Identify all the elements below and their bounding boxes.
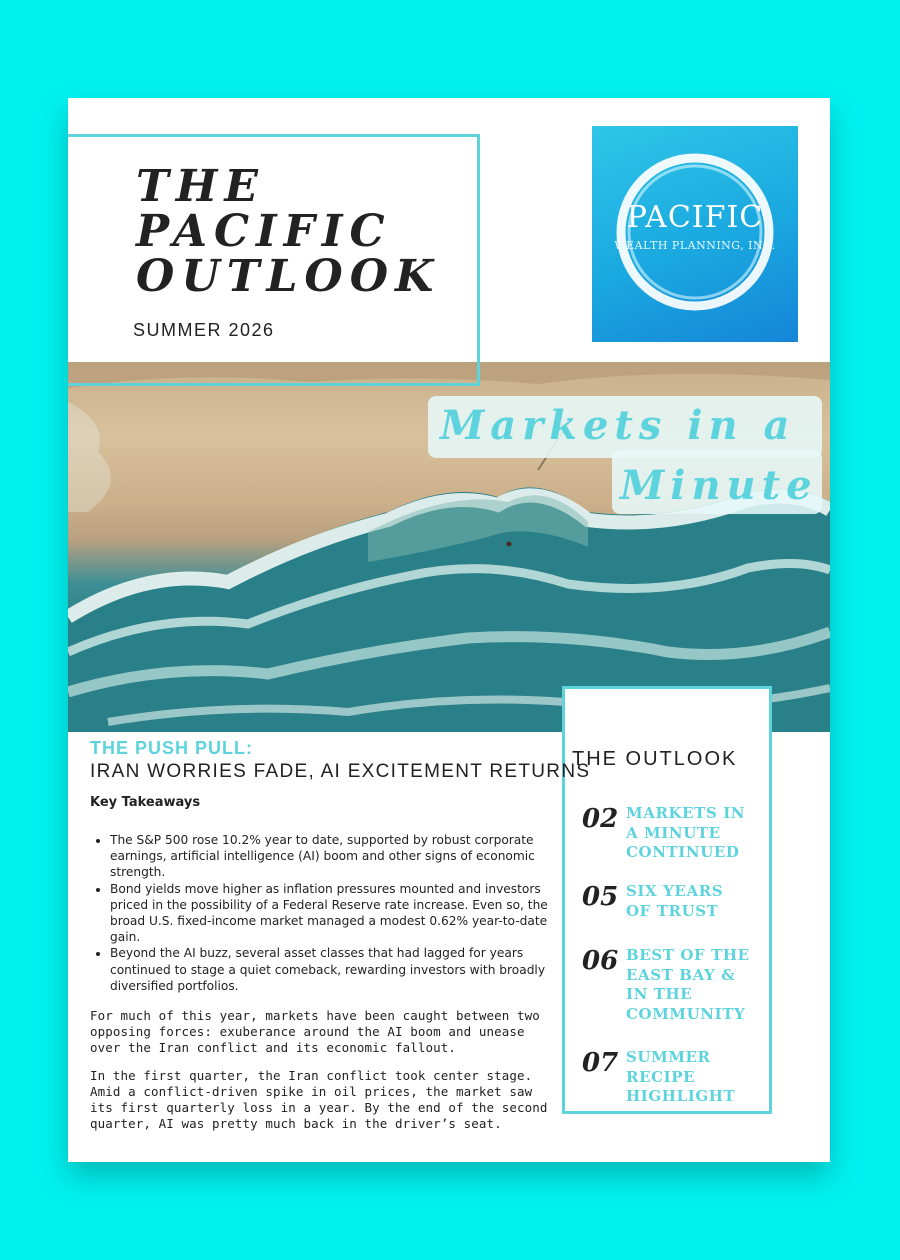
article-headline: IRAN WORRIES FADE, AI EXCITEMENT RETURNS: [90, 761, 591, 782]
title-line-2: PACIFIC: [136, 206, 392, 257]
outlook-heading: THE OUTLOOK: [572, 748, 738, 770]
title-line-1: THE: [136, 161, 265, 212]
logo-subtitle: WEALTH PLANNING, INC.: [614, 239, 776, 252]
article-kicker: THE PUSH PULL:: [90, 738, 254, 758]
list-item: • The S&P 500 rose 10.2% year to date, supported by robust corporate earnings, artificial intelligence (AI) boom and other signs of economic strength.: [110, 832, 570, 881]
title-line-3: OUTLOOK: [136, 251, 441, 302]
toc-page-number: 07: [582, 1048, 619, 1078]
toc-page-number: 02: [582, 804, 619, 834]
toc-label: SUMMER RECIPE HIGHLIGHT: [626, 1048, 736, 1105]
issue-date: SUMMER 2026: [133, 320, 275, 340]
toc-page-number: 06: [582, 946, 619, 976]
section-banner-line-2: Minute: [620, 462, 818, 509]
company-logo: [592, 126, 798, 342]
newsletter-title: [136, 161, 441, 302]
toc-label: SIX YEARS OF TRUST: [626, 882, 724, 920]
article-paragraph: For much of this year, markets have been caught between two opposing forces: exuberance around the AI boom and unease over the Iran conflict and its economic fallout.: [90, 1008, 540, 1055]
key-takeaways-heading: Key Takeaways: [90, 795, 201, 810]
toc-label: MARKETS IN A MINUTE CONTINUED: [626, 804, 746, 861]
toc-label: BEST OF THE EAST BAY & IN THE COMMUNITY: [626, 946, 750, 1023]
section-banner-line-1: Markets in a: [440, 402, 796, 449]
list-item: • Bond yields move higher as inflation pressures mounted and investors priced in the possibility of a Federal Reserve rate increase. Even so, the broad U.S. fixed-income market managed a modest 0.62% year-to-date gain.: [110, 881, 570, 946]
takeaways-list: [90, 832, 570, 994]
toc-page-number: 05: [582, 882, 619, 912]
article-paragraph: In the first quarter, the Iran conflict took center stage. Amid a conflict-driven spike in oil prices, the market saw its first quarterly loss in a year. By the end of the second quarter, AI was pretty much back in the driver’s seat.: [90, 1068, 548, 1131]
newsletter-page: [68, 98, 830, 1162]
list-item: • Beyond the AI buzz, several asset classes that had lagged for years continued to stage a quiet comeback, rewarding investors with broadly diversified portfolios.: [110, 945, 570, 994]
logo-wordmark: PACIFIC: [626, 200, 764, 235]
